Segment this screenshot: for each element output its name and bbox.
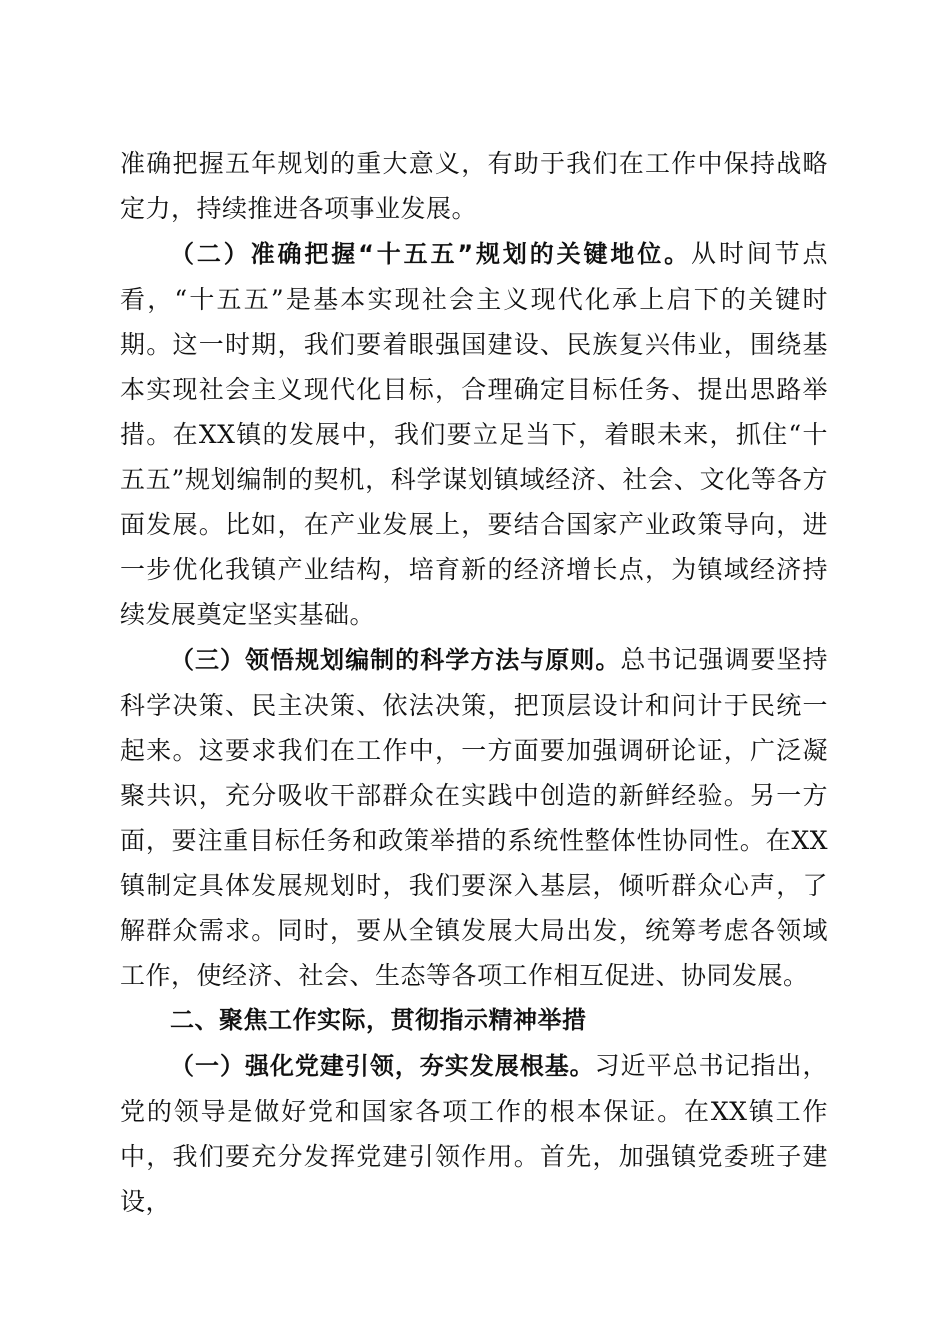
paragraph-text: 从时间节点看，“十五五”是基本实现社会主义现代化承上启下的关键时期。这一时期，我们要着眼强国建设、民族复兴伟业，围绕基本实现社会主义现代化目标，合理确定目标任务、提出思路举措。在XX镇的发展中，我们要立足当下，着眼未来，抓住“十五五”规划编制的契机，科学谋划镇域经济、社会、文化等各方面发展。比如，在产业发展上，要结合国家产业政策导向，进一步优化我镇产业结构，培育新的经济增长点，为镇域经济持续发展奠定坚实基础。: [120, 239, 828, 629]
paragraph-text: 准确把握五年规划的重大意义，有助于我们在工作中保持战略定力，持续推进各项事业发展。: [120, 149, 828, 223]
section-heading: 二、聚焦工作实际，贯彻指示精神举措: [170, 1006, 587, 1034]
paragraph-text: 习近平总书记指出，党的领导是做好党和国家各项工作的根本保证。在XX镇工作中，我们要充分发挥党建引领作用。首先，加强镇党委班子建设，: [120, 1051, 828, 1216]
paragraph-text: 总书记强调要坚持科学决策、民主决策、依法决策，把顶层设计和问计于民统一起来。这要求我们在工作中，一方面要加强调研论证，广泛凝聚共识，充分吸收干部群众在实践中创造的新鲜经验。另一方面，要注重目标任务和政策举措的系统性整体性协同性。在XX镇制定具体发展规划时，我们要深入基层，倾听群众心声，了解群众需求。同时，要从全镇发展大局出发，统筹考虑各领域工作，使经济、社会、生态等各项工作相互促进、协同发展。: [120, 645, 828, 990]
paragraph-lead: （三）领悟规划编制的科学方法与原则。: [170, 646, 621, 674]
paragraph-lead: （二）准确把握“十五五”规划的关键地位。: [170, 240, 691, 268]
paragraph-key-position: [120, 231, 828, 637]
document-body: [120, 141, 828, 1224]
paragraph-scientific-method: [120, 637, 828, 998]
paragraph-party-building: [120, 1043, 828, 1224]
paragraph-significance: [120, 141, 828, 231]
paragraph-lead: （一）强化党建引领，夯实发展根基。: [170, 1052, 595, 1080]
